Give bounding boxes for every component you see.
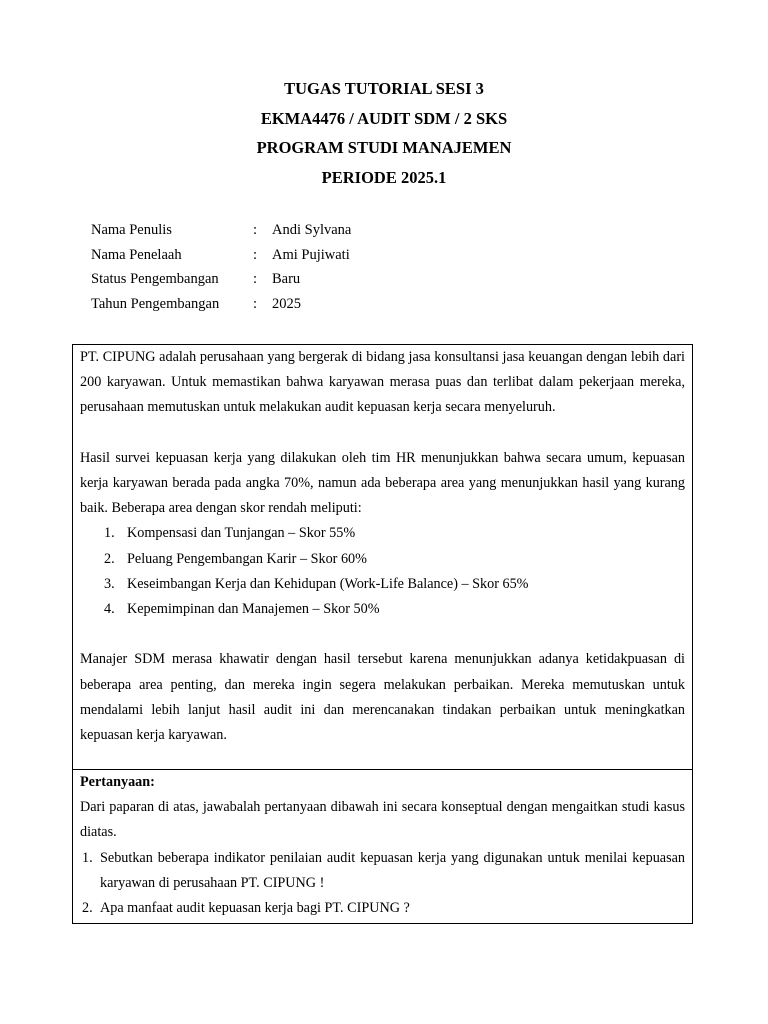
question-list	[80, 846, 685, 922]
meta-label: Status Pengembangan	[91, 271, 219, 287]
meta-row-author	[91, 220, 351, 245]
meta-row-status	[91, 269, 351, 294]
list-item	[80, 547, 685, 572]
list-item	[80, 572, 685, 597]
meta-row-year	[91, 294, 351, 319]
meta-colon: :	[253, 295, 258, 312]
question-number: 2.	[82, 900, 93, 917]
case-paragraph-intro: PT. CIPUNG adalah perusahaan yang bergerak di bidang jasa konsultansi jasa keuangan dengan lebih dari 200 karyawan. Untuk memastikan bahwa karyawan merasa puas dan terlibat dalam pekerjaan mereka, perusahaan memutuskan untuk melakukan audit kepuasan kerja secara menyeluruh.	[80, 349, 685, 416]
meta-label: Nama Penelaah	[91, 246, 182, 263]
question-item	[80, 846, 685, 896]
list-number: 2.	[104, 550, 115, 567]
questions-heading: Pertanyaan:	[80, 774, 155, 790]
author-info	[91, 220, 351, 318]
question-text: Sebutkan beberapa indikator penilaian audit kepuasan kerja yang digunakan untuk menilai kepuasan karyawan di perusahaan PT. CIPUNG !	[100, 849, 685, 891]
list-item	[80, 597, 685, 622]
title-line-session: TUGAS TUTORIAL SESI 3	[284, 79, 484, 98]
meta-row-reviewer	[91, 245, 351, 270]
meta-value: Andi Sylvana	[272, 222, 352, 238]
paragraph-spacer	[80, 622, 685, 647]
list-item	[80, 521, 685, 546]
meta-value: Ami Pujiwati	[272, 246, 350, 263]
question-number: 1.	[82, 849, 93, 866]
list-number: 3.	[104, 575, 115, 592]
meta-label: Tahun Pengembangan	[91, 295, 220, 312]
questions-box	[72, 769, 693, 924]
title-line-period: PERIODE 2025.1	[321, 167, 447, 187]
list-number: 1.	[104, 525, 115, 542]
meta-colon: :	[253, 222, 258, 238]
questions-intro: Dari paparan di atas, jawabalah pertanyaan dibawah ini secara konseptual dengan mengaitkan studi kasus diatas.	[80, 799, 685, 841]
case-paragraph-manager: Manajer SDM merasa khawatir dengan hasil tersebut karena menunjukkan adanya ketidakpuasan di beberapa area penting, dan mereka ingin segera melakukan perbaikan. Mereka memutuskan untuk mendalami lebih lanjut hasil audit ini dan merencanakan tindakan perbaikan untuk meningkatkan kepuasan kerja karyawan.	[80, 651, 685, 744]
low-score-list	[80, 521, 685, 622]
list-text: Keseimbangan Kerja dan Kehidupan (Work-Life Balance) – Skor 65%	[127, 575, 529, 592]
meta-value: Baru	[272, 271, 301, 287]
case-paragraph-survey: Hasil survei kepuasan kerja yang dilakukan oleh tim HR menunjukkan bahwa secara umum, kepuasan kerja karyawan berada pada angka 70%, namun ada beberapa area yang menunjukkan hasil yang kurang baik. Beberapa area dengan skor rendah meliputi:	[80, 449, 685, 517]
question-text: Apa manfaat audit kepuasan kerja bagi PT. CIPUNG ?	[100, 900, 410, 917]
list-number: 4.	[104, 601, 115, 618]
meta-value: 2025	[272, 295, 301, 312]
case-study-box	[72, 344, 693, 770]
paragraph-spacer	[80, 421, 685, 446]
list-text: Kepemimpinan dan Manajemen – Skor 50%	[127, 601, 380, 618]
list-text: Peluang Pengembangan Karir – Skor 60%	[127, 550, 367, 567]
meta-colon: :	[253, 271, 258, 287]
document-title	[0, 77, 768, 195]
title-line-course: EKMA4476 / AUDIT SDM / 2 SKS	[260, 108, 508, 128]
meta-label: Nama Penulis	[91, 222, 172, 238]
question-item	[80, 896, 685, 921]
title-line-program: PROGRAM STUDI MANAJEMEN	[256, 138, 512, 157]
list-text: Kompensasi dan Tunjangan – Skor 55%	[127, 525, 356, 542]
meta-colon: :	[253, 246, 258, 263]
